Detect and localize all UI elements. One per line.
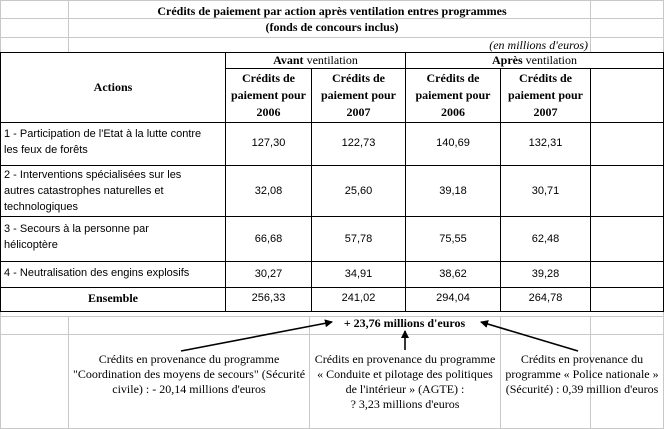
total-cell: 256,33 (251, 292, 286, 304)
column-header: Crédits de paiement pour 2007 (321, 71, 396, 119)
row-label-action-1: 1 - Participation de l'Etat à la lutte contre les feux de forêts (4, 128, 202, 156)
table-cell: 39,28 (531, 268, 560, 280)
table-cell: 66,68 (254, 233, 283, 245)
total-cell: 264,78 (528, 292, 563, 304)
column-header: Crédits de paiement pour 2006 (415, 71, 491, 119)
table-subtitle: (fonds de concours inclus) (265, 20, 399, 34)
total-cell: 294,04 (436, 292, 470, 304)
column-header: Crédits de paiement pour 2006 (231, 71, 306, 119)
table-cell: 132,31 (528, 137, 563, 149)
row-label-action-2: 2 - Interventions spécialisées sur les autres catastrophes naturelles et technologiques (4, 169, 182, 213)
table-title: Crédits de paiement par action après ventilation entres programmes (157, 4, 507, 18)
table-cell: 57,78 (344, 233, 373, 245)
apres-header: Après ventilation (492, 53, 577, 67)
table-cell: 25,60 (344, 185, 373, 197)
row-label-action-3: 3 - Secours à la personne par hélicoptère (4, 223, 149, 251)
total-label: Ensemble (87, 291, 138, 305)
table-cell: 34,91 (344, 268, 373, 280)
summary-total: + 23,76 millions d'euros (343, 316, 466, 330)
table-cell: 39,18 (439, 185, 467, 197)
avant-header: Avant ventilation (273, 53, 358, 67)
unit-note: (en millions d'euros) (489, 38, 588, 52)
table-cell: 140,69 (436, 137, 470, 149)
note-agte: Crédits en provenance du programme « Conduite et pilotage des politiques de l'intérieur » (AGTE) : ? 3,23 millions d'euros (314, 352, 496, 411)
table-cell: 62,48 (531, 233, 560, 245)
table-cell: 127,30 (251, 137, 286, 149)
arrow-right (481, 322, 578, 351)
column-header: Crédits de paiement pour 2007 (508, 71, 583, 119)
note-securite-civile: Crédits en provenance du programme "Coordination des moyens de secours" (Sécurité civile) : - 20,14 millions d'euros (72, 352, 306, 396)
table-cell: 38,62 (439, 268, 467, 280)
table-cell: 75,55 (439, 233, 467, 245)
actions-header: Actions (93, 80, 133, 94)
arrow-left (181, 322, 332, 351)
total-cell: 241,02 (341, 292, 376, 304)
table-cell: 122,73 (341, 137, 376, 149)
table-cell: 30,27 (254, 268, 283, 280)
row-label-action-4: 4 - Neutralisation des engins explosifs (4, 267, 190, 279)
table-cell: 30,71 (531, 185, 560, 197)
table-cell: 32,08 (254, 185, 283, 197)
note-police-nationale: Crédits en provenance du programme « Police nationale » (Sécurité) : 0,39 million d'euros (505, 352, 659, 396)
